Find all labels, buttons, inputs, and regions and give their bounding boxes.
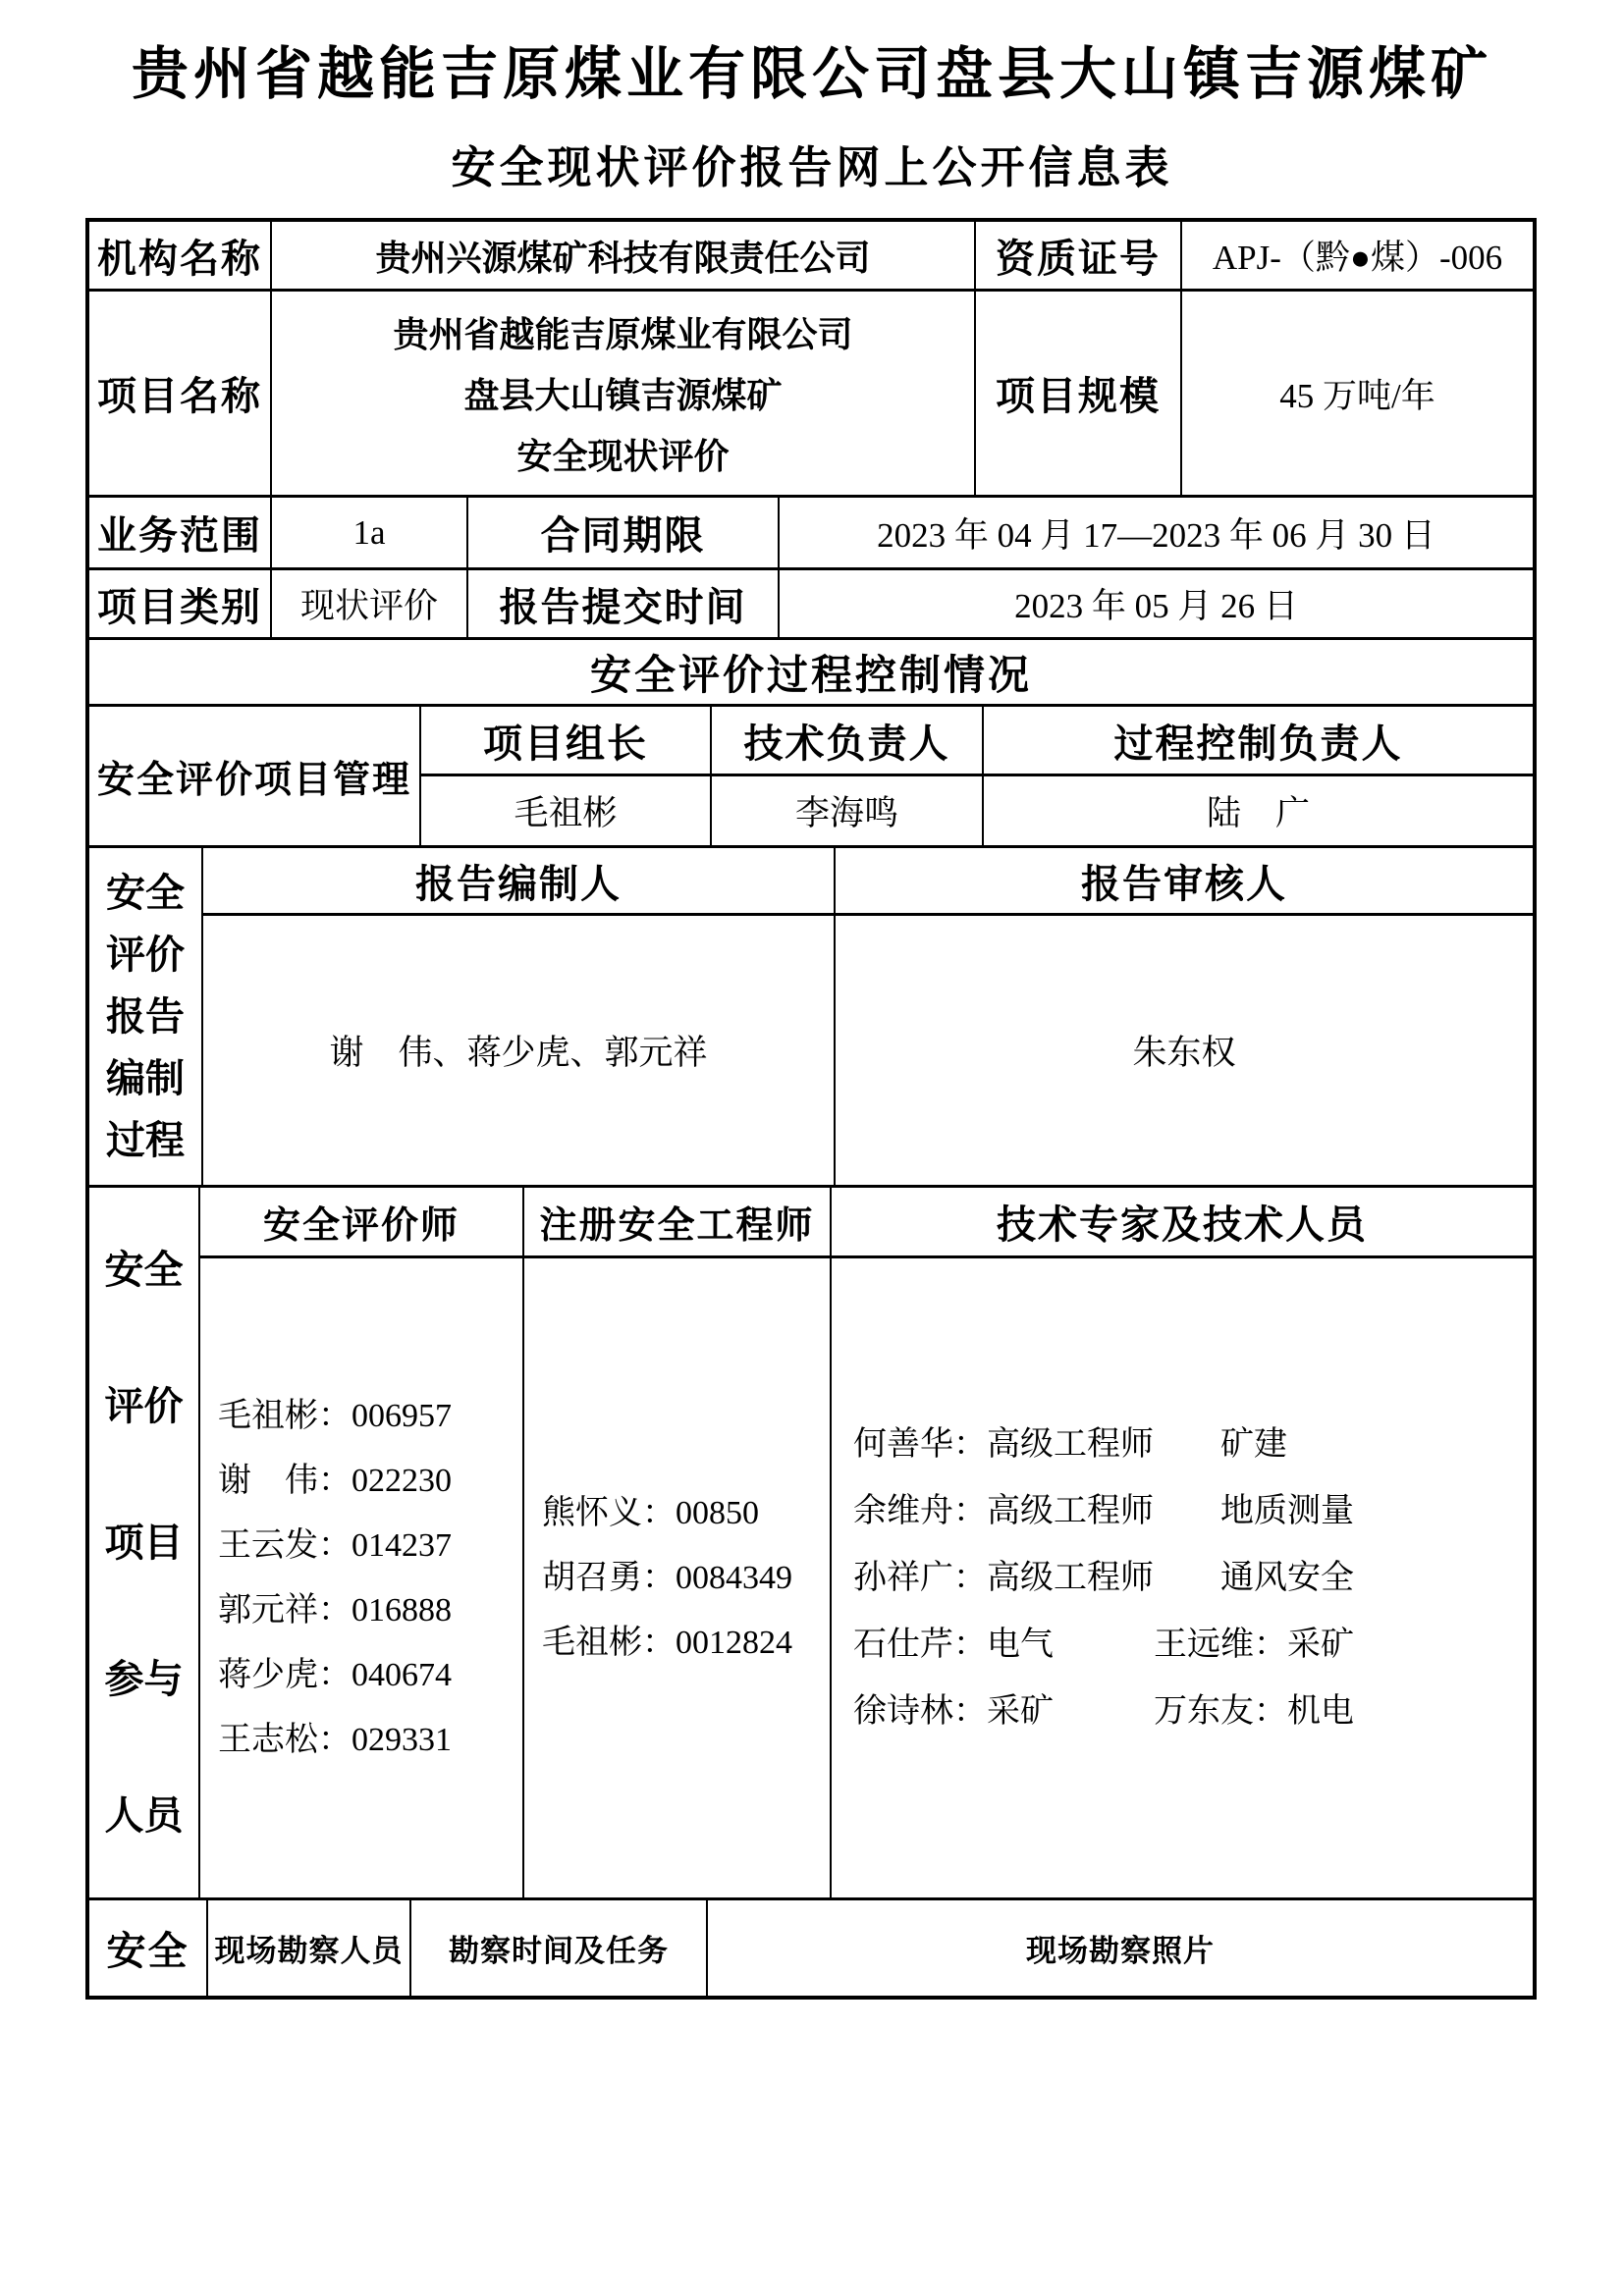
project-label: 项目名称 (89, 292, 272, 495)
contract-label: 合同期限 (468, 498, 780, 567)
row-survey (89, 1900, 1533, 1996)
experts-list (832, 1258, 1533, 1897)
management-header-row (421, 707, 1533, 776)
expert-entry: 孙祥广：高级工程师 通风安全 (853, 1559, 1354, 1596)
row-category (89, 570, 1533, 640)
evaluator-entry: 王云发：014237 (218, 1526, 452, 1564)
compilation-col-reviewer: 报告审核人 (1081, 861, 1287, 906)
participants-value-row (200, 1258, 1533, 1897)
evaluator-entry: 谢 伟：022230 (218, 1462, 452, 1499)
engineer-entry: 熊怀义：00850 (542, 1494, 759, 1531)
expert-entry: 徐诗林：采矿 万东友：机电 (853, 1692, 1354, 1730)
compilation-writers: 谢 伟、蒋少虎、郭元祥 (203, 916, 836, 1185)
management-value-row (421, 776, 1533, 845)
compilation-reviewer: 朱东权 (1132, 1034, 1236, 1072)
row-participants (89, 1188, 1533, 1900)
participants-label-seg-5: 人员 (104, 1792, 184, 1838)
management-val-leader: 毛祖彬 (421, 776, 712, 845)
submit-label: 报告提交时间 (468, 570, 780, 637)
compilation-label-seg-1: 安全 (106, 870, 185, 915)
row-scope (89, 498, 1533, 570)
compilation-label-seg-4: 编制 (106, 1055, 185, 1100)
cert-label: 资质证号 (976, 222, 1182, 289)
compilation-header-row (203, 848, 1533, 916)
survey-col-photos: 现场勘察照片 (1026, 1934, 1215, 1968)
compilation-label-seg-3: 报告 (106, 993, 185, 1039)
org-label: 机构名称 (89, 222, 272, 289)
participants-label (89, 1188, 200, 1897)
submit-value: 2023 年 05 月 26 日 (1014, 587, 1298, 625)
engineers-list (524, 1258, 832, 1897)
scale-label: 项目规模 (976, 292, 1182, 495)
category-label: 项目类别 (89, 570, 272, 637)
cert-value: APJ-（黔●煤）-006 (1212, 239, 1503, 277)
participants-col-evaluators: 安全评价师 (200, 1188, 524, 1255)
participants-header-row (200, 1188, 1533, 1258)
expert-entry: 余维舟：高级工程师 地质测量 (853, 1492, 1354, 1529)
contract-value: 2023 年 04 月 17—2023 年 06 月 30 日 (877, 515, 1435, 555)
management-col-tech: 技术负责人 (712, 707, 984, 774)
survey-label: 安全 (89, 1900, 208, 1996)
evaluator-entry: 王志松：029331 (218, 1721, 452, 1758)
participants-col-experts: 技术专家及技术人员 (997, 1202, 1368, 1247)
participants-label-seg-4: 参与 (104, 1656, 184, 1701)
expert-entry: 石仕芹：电气 王远维：采矿 (853, 1626, 1354, 1663)
org-value: 贵州兴源煤矿科技有限责任公司 (272, 222, 976, 289)
evaluator-entry: 毛祖彬：006957 (218, 1397, 452, 1434)
info-table (85, 218, 1537, 2000)
evaluator-entry: 郭元祥：016888 (218, 1591, 452, 1629)
participants-col-engineers: 注册安全工程师 (524, 1188, 832, 1255)
compilation-grid (203, 848, 1533, 1185)
compilation-col-writers: 报告编制人 (203, 848, 836, 913)
scope-label: 业务范围 (89, 498, 272, 567)
page-subtitle: 安全现状评价报告网上公开信息表 (451, 143, 1173, 192)
process-section-title: 安全评价过程控制情况 (589, 653, 1032, 699)
compilation-value-row (203, 916, 1533, 1185)
management-col-control: 过程控制负责人 (1113, 721, 1403, 766)
page-title: 贵州省越能吉原煤业有限公司盘县大山镇吉源煤矿 (131, 42, 1492, 106)
scope-value: 1a (272, 498, 468, 567)
evaluators-list (200, 1258, 524, 1897)
management-label: 安全评价项目管理 (89, 707, 421, 845)
compilation-label-seg-5: 过程 (106, 1117, 185, 1162)
project-line-1: 贵州省越能吉原煤业有限公司 (393, 314, 853, 354)
engineer-entry: 胡召勇：0084349 (542, 1559, 792, 1596)
management-val-control: 陆 广 (1206, 794, 1310, 832)
compilation-label (89, 848, 203, 1185)
participants-label-seg-2: 评价 (104, 1383, 184, 1428)
engineer-entry: 毛祖彬：0012824 (542, 1624, 792, 1661)
project-line-3: 安全现状评价 (516, 437, 730, 477)
management-col-leader: 项目组长 (421, 707, 712, 774)
participants-grid (200, 1188, 1533, 1897)
category-value: 现状评价 (272, 570, 468, 637)
row-compilation (89, 848, 1533, 1188)
management-val-tech: 李海鸣 (712, 776, 984, 845)
row-section-header (89, 640, 1533, 707)
row-management (89, 707, 1533, 848)
project-value (272, 292, 976, 495)
row-project (89, 292, 1533, 498)
participants-label-seg-1: 安全 (104, 1247, 184, 1292)
expert-entry: 何善华：高级工程师 矿建 (853, 1425, 1287, 1463)
survey-col-schedule: 勘察时间及任务 (411, 1900, 708, 1996)
compilation-label-seg-2: 评价 (106, 932, 185, 977)
row-organization (89, 222, 1533, 292)
management-grid (421, 707, 1533, 845)
survey-col-personnel: 现场勘察人员 (208, 1900, 411, 1996)
participants-label-seg-3: 项目 (104, 1520, 184, 1565)
evaluator-entry: 蒋少虎：040674 (218, 1656, 452, 1693)
scale-value: 45 万吨/年 (1279, 376, 1435, 415)
project-line-2: 盘县大山镇吉源煤矿 (463, 375, 783, 415)
